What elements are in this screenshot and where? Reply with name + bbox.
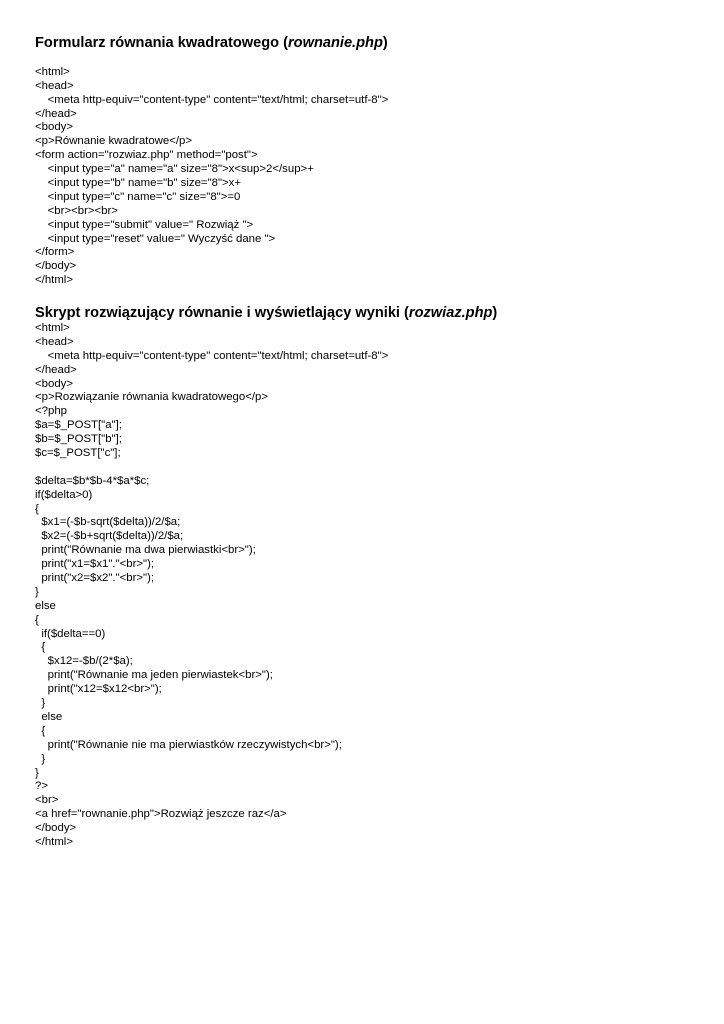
code-line: </form> bbox=[35, 246, 75, 259]
section-heading-form bbox=[35, 34, 388, 52]
code-line: $x1=(-$b-sqrt($delta))/2/$a; bbox=[35, 516, 181, 529]
code-line: $b=$_POST["b"]; bbox=[35, 433, 122, 446]
code-line: } bbox=[35, 752, 46, 765]
code-line: { bbox=[35, 641, 46, 654]
code-line: $x2=(-$b+sqrt($delta))/2/$a; bbox=[35, 530, 184, 543]
code-line: print("x1=$x1"."<br>"); bbox=[35, 558, 155, 571]
code-line: <input type="reset" value=" Wyczyść dane "> bbox=[35, 232, 276, 245]
code-line: } bbox=[35, 766, 39, 779]
code-line: <p>Równanie kwadratowe</p> bbox=[35, 135, 193, 148]
code-line: <input type="a" name="a" size="8">x<sup>2</sup>+ bbox=[35, 163, 314, 176]
code-line: <input type="submit" value=" Rozwiąż "> bbox=[35, 218, 254, 231]
code-line: { bbox=[35, 502, 39, 515]
code-line: { bbox=[35, 724, 46, 737]
code-line: { bbox=[35, 613, 39, 626]
code-line: print("Równanie ma jeden pierwiastek<br>"); bbox=[35, 669, 273, 682]
code-line: print("x2=$x2"."<br>"); bbox=[35, 572, 155, 585]
code-line: <a href="rownanie.php">Rozwiąż jeszcze raz</a> bbox=[35, 808, 287, 821]
code-line: $x12=-$b/(2*$a); bbox=[35, 655, 133, 668]
code-line: else bbox=[35, 710, 63, 723]
code-line: $a=$_POST["a"]; bbox=[35, 419, 122, 432]
code-line: <form action="rozwiaz.php" method="post"> bbox=[35, 149, 258, 162]
code-line: </head> bbox=[35, 107, 77, 120]
code-line: print("Równanie nie ma pierwiastków rzeczywistych<br>"); bbox=[35, 738, 342, 751]
code-line: if($delta==0) bbox=[35, 627, 106, 640]
heading-text: Formularz równania kwadratowego ( bbox=[35, 35, 288, 51]
code-line: </head> bbox=[35, 363, 77, 376]
code-line: <meta http-equiv="content-type" content="text/html; charset=utf-8"> bbox=[35, 349, 389, 362]
code-line: <body> bbox=[35, 377, 74, 390]
code-line: print("Równanie ma dwa pierwiastki<br>"); bbox=[35, 544, 256, 557]
code-line: $c=$_POST["c"]; bbox=[35, 447, 121, 460]
code-line: </body> bbox=[35, 260, 77, 273]
code-line: <html> bbox=[35, 322, 70, 334]
code-line: <input type="c" name="c" size="8">=0 bbox=[35, 190, 241, 203]
code-line: <html> bbox=[35, 65, 70, 78]
code-line: <body> bbox=[35, 121, 74, 134]
code-line: $delta=$b*$b-4*$a*$c; bbox=[35, 474, 150, 487]
code-listing-form bbox=[35, 52, 388, 288]
heading-close-paren: ) bbox=[382, 35, 388, 51]
code-line: </html> bbox=[35, 274, 73, 287]
code-line: <head> bbox=[35, 335, 74, 348]
code-line: </body> bbox=[35, 822, 77, 835]
code-line: else bbox=[35, 599, 56, 612]
code-line: <br><br><br> bbox=[35, 204, 118, 217]
code-line bbox=[35, 52, 388, 66]
section-heading-script bbox=[35, 304, 497, 322]
code-line: } bbox=[35, 697, 46, 710]
heading-text: Skrypt rozwiązujący równanie i wyświetlający wyniki ( bbox=[35, 305, 409, 321]
code-line: <input type="b" name="b" size="8">x+ bbox=[35, 177, 242, 190]
code-line: <?php bbox=[35, 405, 67, 418]
code-line: <meta http-equiv="content-type" content="text/html; charset=utf-8"> bbox=[35, 93, 389, 106]
code-line: <p>Rozwiązanie równania kwadratowego</p> bbox=[35, 391, 269, 404]
code-line: </html> bbox=[35, 835, 73, 848]
code-line: if($delta>0) bbox=[35, 488, 93, 501]
heading-filename: rownanie.php bbox=[288, 35, 383, 51]
code-line: } bbox=[35, 585, 39, 598]
code-line: print("x12=$x12<br>"); bbox=[35, 683, 162, 696]
code-line: ?> bbox=[35, 780, 48, 793]
code-line bbox=[35, 461, 388, 475]
code-line: <head> bbox=[35, 79, 74, 92]
code-line: <br> bbox=[35, 794, 59, 807]
heading-filename: rozwiaz.php bbox=[408, 305, 493, 321]
heading-close-paren: ) bbox=[492, 305, 498, 321]
code-listing-script bbox=[35, 322, 388, 850]
